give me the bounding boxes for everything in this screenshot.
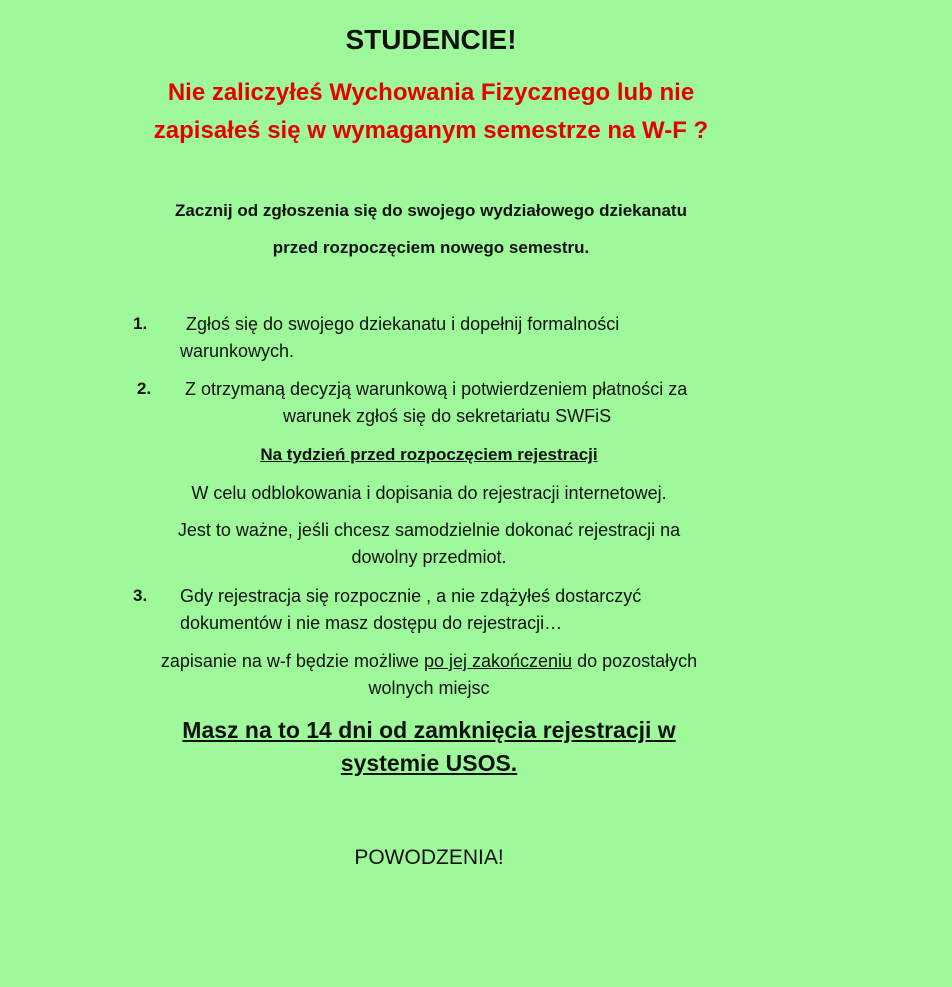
after-note-underlined: po jej zakończeniu: [423, 651, 573, 671]
deadline-line-2: systemie USOS.: [340, 750, 518, 776]
farewell: POWODZENIA!: [354, 846, 504, 869]
after-note-line-2: wolnych miejsc: [368, 678, 490, 698]
intro-line-1: Zacznij od zgłoszenia się do swojego wydziałowego dziekanatu: [175, 201, 687, 220]
step-1-line-1: Zgłoś się do swojego dziekanatu i dopełnij formalności: [186, 314, 620, 334]
page-heading: STUDENCIE!: [345, 24, 517, 55]
after-registration-note: [0, 648, 858, 702]
week-before-note: Na tydzień przed rozpoczęciem rejestracji: [260, 445, 598, 464]
step-2-number: 2.: [137, 379, 152, 398]
subtitle-line-2: zapisałeś się w wymaganym semestrze na W-F ?: [153, 117, 709, 144]
subtitle: [0, 74, 862, 150]
important-note: [0, 517, 858, 571]
step-3-number: 3.: [133, 586, 148, 605]
subtitle-line-1: Nie zaliczyłeś Wychowania Fizycznego lub nie: [167, 79, 695, 106]
important-note-line-1: Jest to ważne, jeśli chcesz samodzielnie dokonać rejestracji na: [177, 520, 681, 540]
important-note-line-2: dowolny przedmiot.: [351, 547, 507, 567]
after-note-line-1: [0, 648, 858, 675]
step-1-line-2: warunkowych.: [180, 341, 295, 361]
deadline-line-1: Masz na to 14 dni od zamknięcia rejestracji w: [182, 717, 676, 743]
step-2-line-2: warunek zgłoś się do sekretariatu SWFiS: [283, 406, 612, 426]
intro-line-2: przed rozpoczęciem nowego semestru.: [272, 238, 590, 257]
step-3-line-2: dokumentów i nie masz dostępu do rejestracji…: [180, 613, 563, 633]
step-2-line-1: Z otrzymaną decyzją warunkową i potwierdzeniem płatności za: [185, 379, 688, 399]
unlock-note: W celu odblokowania i dopisania do rejestracji internetowej.: [191, 483, 667, 503]
after-note-after: do pozostałych: [572, 651, 698, 671]
deadline-note: [0, 714, 858, 780]
step-1-number: 1.: [133, 314, 148, 333]
after-note-before: zapisanie na w-f będzie możliwe: [160, 651, 424, 671]
step-3-line-1: Gdy rejestracja się rozpocznie , a nie zdążyłeś dostarczyć: [180, 586, 642, 606]
